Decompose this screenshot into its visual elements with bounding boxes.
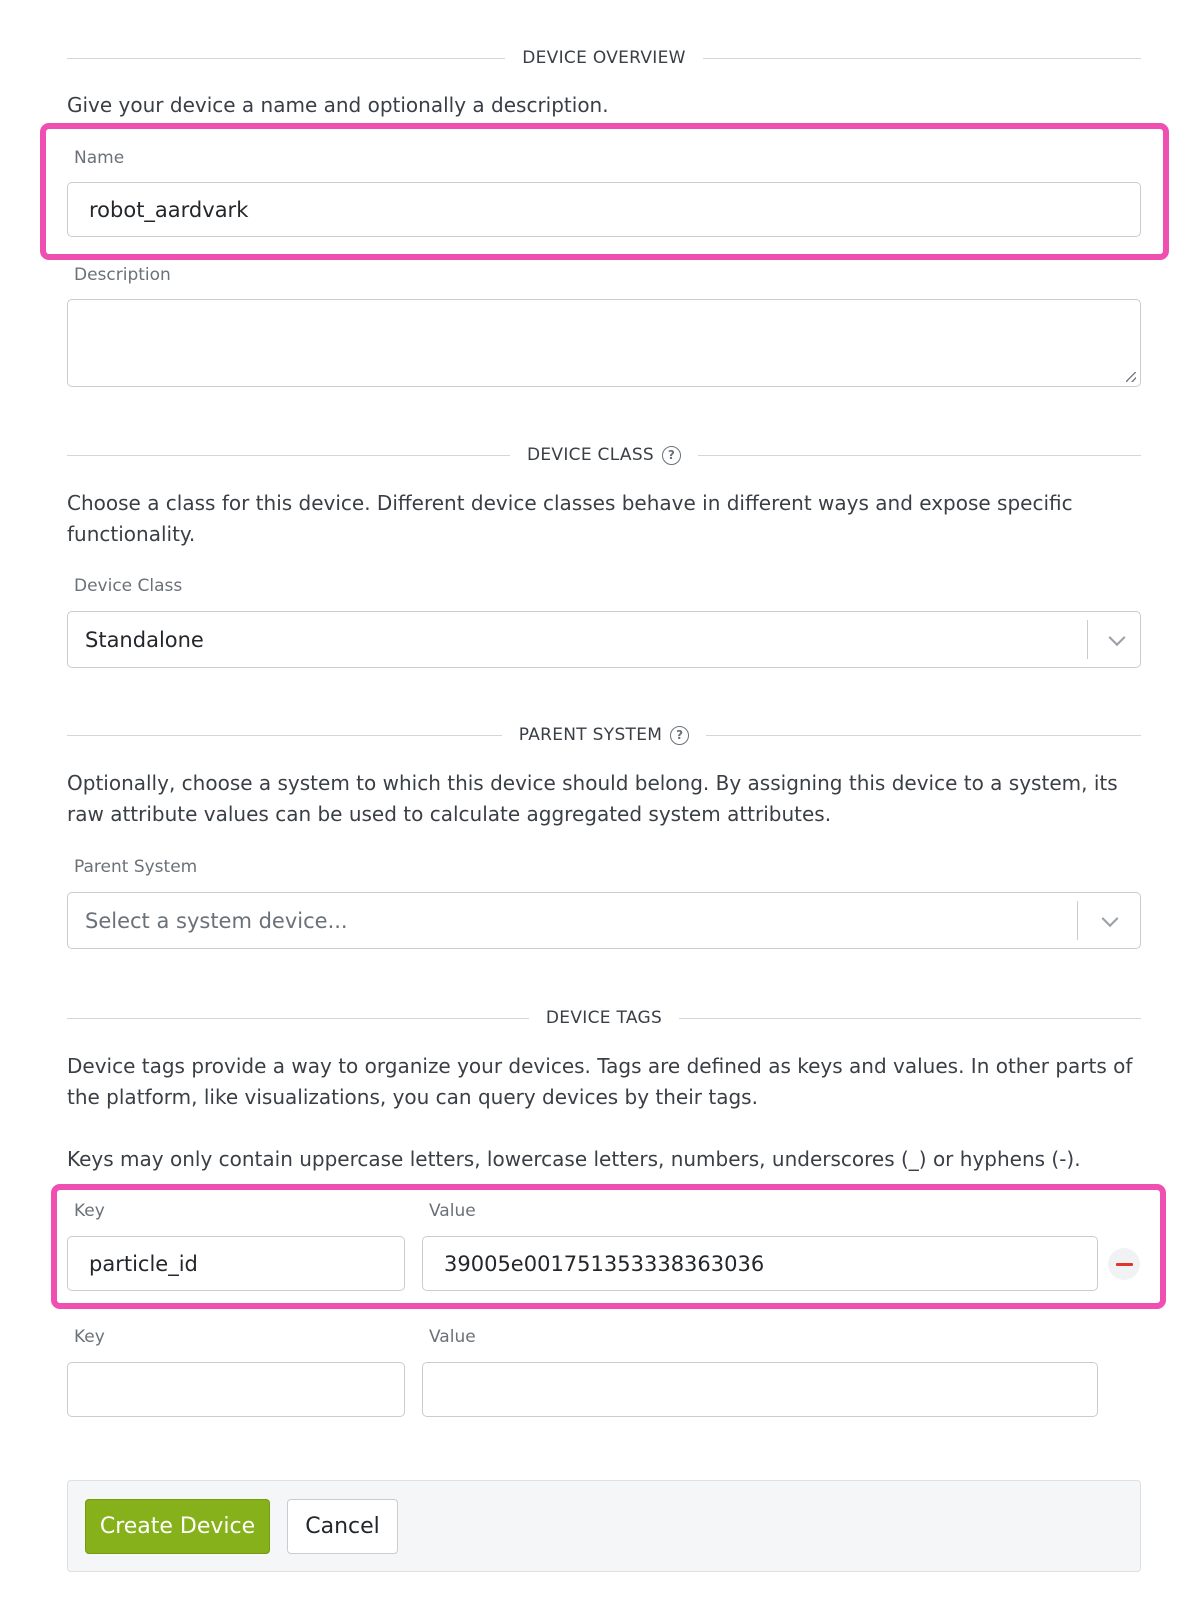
- overview-title-text: DEVICE OVERVIEW: [522, 48, 686, 68]
- tag-key-input[interactable]: [67, 1362, 405, 1417]
- tag-key-input[interactable]: [67, 1236, 405, 1291]
- tag-key-value: particle_id: [89, 1251, 198, 1276]
- description-textarea[interactable]: [67, 299, 1141, 387]
- parent-system-label: Parent System: [74, 857, 198, 877]
- tag-key-label: Key: [74, 1201, 105, 1221]
- device-class-title-text: DEVICE CLASS: [526, 445, 655, 465]
- minus-icon: [1116, 1263, 1133, 1266]
- parent-system-help-icon[interactable]: ?: [670, 726, 689, 745]
- device-class-select[interactable]: [67, 611, 1141, 668]
- name-label: Name: [74, 148, 125, 168]
- device-class-divider: [67, 443, 1141, 467]
- device-tags-divider: [67, 1006, 1141, 1030]
- tag-value-label: Value: [429, 1327, 476, 1347]
- parent-system-placeholder: Select a system device...: [85, 908, 348, 933]
- parent-system-description: Optionally, choose a system to which this device should belong. By assigning this device to a system, its raw attribute values can be used to calculate aggregated system attributes.: [67, 771, 1118, 826]
- device-tags-description: Device tags provide a way to organize your devices. Tags are defined as keys and values. In other parts of the platform, like visualizations, you can query devices by their tags.: [67, 1054, 1133, 1109]
- resize-grip-icon[interactable]: [1126, 372, 1136, 382]
- device-tags-title-text: DEVICE TAGS: [545, 1008, 663, 1028]
- device-class-selected-value: Standalone: [85, 627, 204, 652]
- name-input[interactable]: [67, 182, 1141, 237]
- tag-value-value: 39005e001751353338363036: [444, 1251, 765, 1276]
- parent-system-select[interactable]: [67, 892, 1141, 949]
- device-tags-section-title: [529, 1008, 679, 1028]
- overview-divider: [67, 46, 1141, 70]
- chevron-down-icon[interactable]: [1109, 629, 1126, 646]
- tag-key-label: Key: [74, 1327, 105, 1347]
- overview-description: Give your device a name and optionally a description.: [67, 93, 609, 117]
- device-class-description: Choose a class for this device. Different device classes behave in different ways and expose specific functionality.: [67, 491, 1073, 546]
- device-class-section-title: [510, 445, 698, 465]
- parent-system-title-text: PARENT SYSTEM: [518, 725, 663, 745]
- name-input-value: robot_aardvark: [89, 197, 249, 222]
- device-class-label: Device Class: [74, 576, 183, 596]
- overview-section-title: [505, 48, 703, 68]
- description-label: Description: [74, 265, 171, 285]
- tag-value-input[interactable]: [422, 1236, 1098, 1291]
- remove-tag-button[interactable]: [1108, 1248, 1140, 1280]
- tag-value-input[interactable]: [422, 1362, 1098, 1417]
- parent-system-section-title: [502, 725, 707, 745]
- form-footer: [67, 1480, 1141, 1572]
- parent-system-divider: [67, 723, 1141, 747]
- device-tags-rules: Keys may only contain uppercase letters, lowercase letters, numbers, underscores (_) or hyphens (-).: [67, 1147, 1081, 1171]
- chevron-down-icon[interactable]: [1102, 910, 1119, 927]
- device-class-help-icon[interactable]: ?: [662, 446, 681, 465]
- select-separator: [1087, 620, 1088, 659]
- create-device-button[interactable]: Create Device: [85, 1499, 270, 1554]
- cancel-button[interactable]: Cancel: [287, 1499, 398, 1554]
- tag-value-label: Value: [429, 1201, 476, 1221]
- select-separator: [1077, 901, 1078, 940]
